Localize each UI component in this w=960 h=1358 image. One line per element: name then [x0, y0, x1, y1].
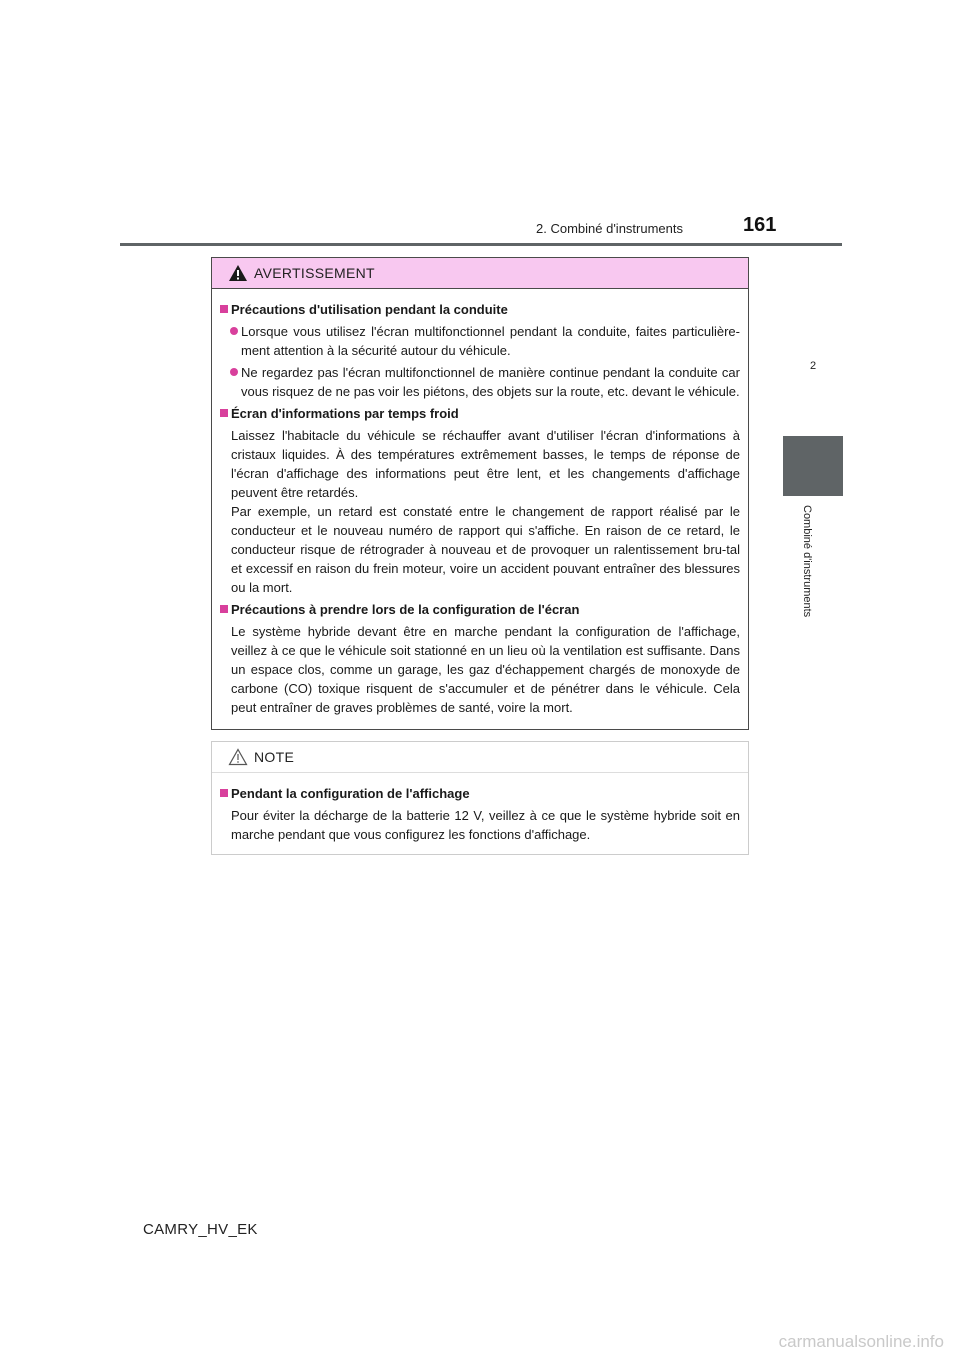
- circle-bullet-icon: [230, 327, 238, 335]
- warning-section-title: Précautions à prendre lors de la configuration de l'écran: [221, 600, 740, 619]
- square-bullet-icon: [220, 789, 228, 797]
- warning-box: [211, 257, 749, 730]
- warning-section-title: Précautions d'utilisation pendant la conduite: [221, 300, 740, 319]
- note-section-title: Pendant la configuration de l'affichage: [221, 784, 740, 803]
- warning-paragraph: Laissez l'habitacle du véhicule se réchauffer avant d'utiliser l'écran d'informations à cristaux liquides. À des températures extrêmement basses, le temps de réponse de l'écran d'affichage des informations peut être lent, et les changements d'affichage peuvent être retardés.: [231, 428, 740, 500]
- caution-triangle-outline-icon: [228, 748, 248, 766]
- page-number: 161: [743, 214, 777, 236]
- warning-section-title: Écran d'informations par temps froid: [221, 404, 740, 423]
- warning-title: AVERTISSEMENT: [254, 265, 375, 281]
- header-divider: [120, 243, 842, 246]
- square-bullet-icon: [220, 409, 228, 417]
- warning-header: [212, 258, 748, 289]
- model-code: CAMRY_HV_EK: [143, 1221, 258, 1238]
- watermark: carmanualsonline.info: [778, 1332, 944, 1351]
- warning-paragraph: Par exemple, un retard est constaté entre le changement de rapport réalisé par le conducteur et le nouveau numéro de rapport qui s'affiche. En raison de ce retard, le conducteur risque de rétrograder à nouveau et de provoquer un ralentissement bru-tal et excessif en raison du frein moteur, voire un accident pouvant entraîner des blessures ou la mort.: [231, 504, 740, 595]
- warning-bullet: Ne regardez pas l'écran multifonctionnel de manière continue pendant la conduite car vous risquez de ne pas voir les piétons, des objets sur la route, etc. devant le véhicule.: [231, 363, 740, 401]
- warning-paragraph: Le système hybride devant être en marche pendant la configuration de l'affichage, veillez à ce que le véhicule soit stationné en un lieu où la ventilation est suffisante. Dans un espace clos, comme un garage, les gaz d'échappement chargés de monoxyde de carbone (CO) toxique risquent de s'accumuler et de pénétrer dans le véhicule. Cela peut entraîner de graves problèmes de santé, voire la mort.: [231, 624, 740, 715]
- note-title: NOTE: [254, 749, 295, 765]
- warning-bullet: Lorsque vous utilisez l'écran multifonctionnel pendant la conduite, faites particulière-ment attention à la sécurité autour du véhicule.: [231, 322, 740, 360]
- chapter-number: 2: [809, 360, 817, 372]
- circle-bullet-icon: [230, 368, 238, 376]
- chapter-title: Combiné d'instruments: [801, 505, 813, 618]
- section-title: 2. Combiné d'instruments: [536, 221, 683, 236]
- note-box: [211, 741, 749, 855]
- square-bullet-icon: [220, 605, 228, 613]
- note-header: [212, 742, 748, 773]
- chapter-tab-marker: [783, 436, 843, 496]
- note-paragraph: Pour éviter la décharge de la batterie 12 V, veillez à ce que le système hybride soit en marche pendant que vous configurez les fonctions d'affichage.: [231, 808, 740, 842]
- square-bullet-icon: [220, 305, 228, 313]
- note-body: [212, 773, 748, 844]
- warning-triangle-icon: [228, 264, 248, 282]
- warning-body: [212, 289, 748, 717]
